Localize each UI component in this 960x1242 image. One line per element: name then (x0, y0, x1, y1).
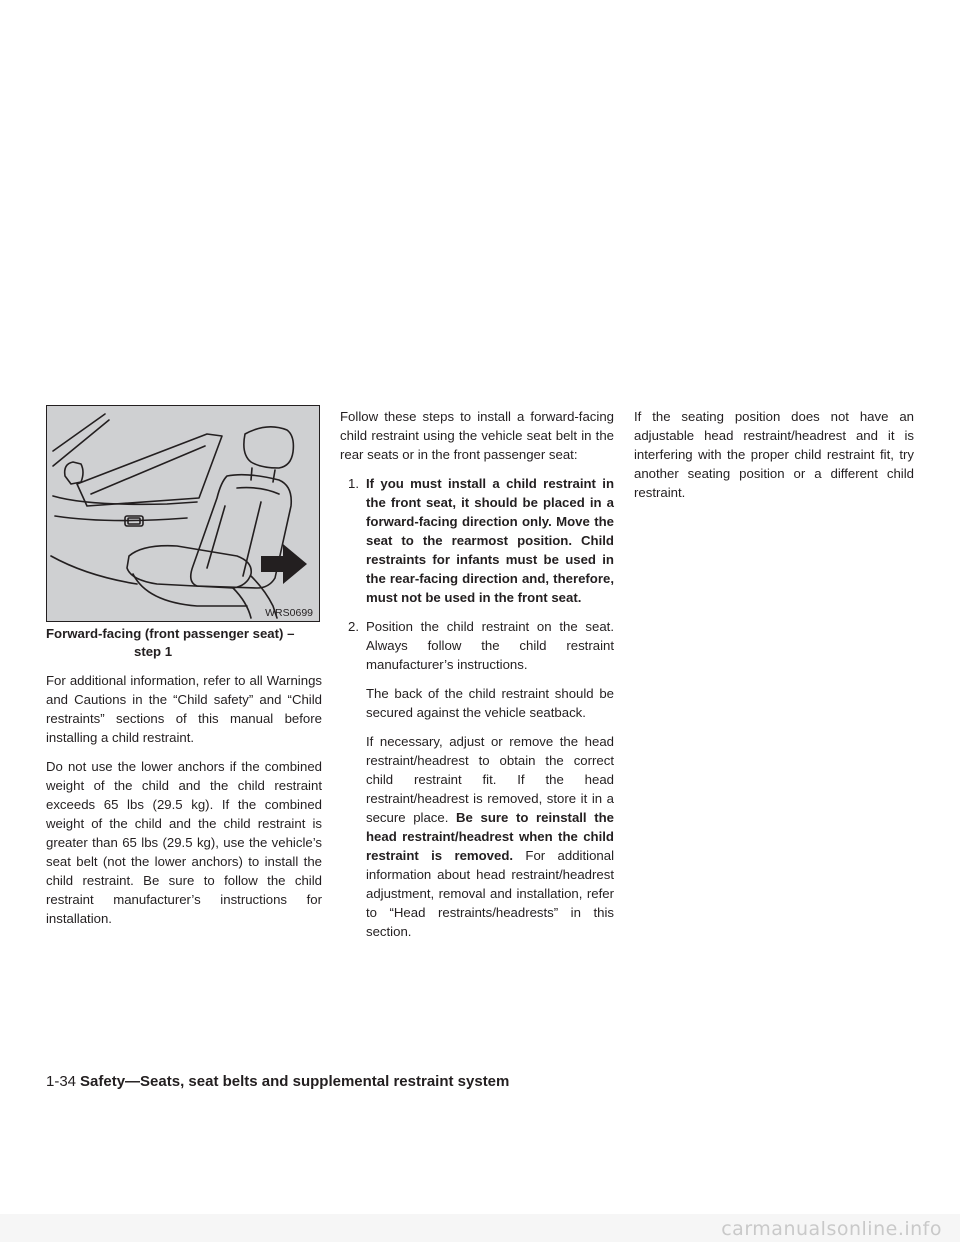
step-2 (340, 617, 614, 941)
figure-caption (46, 625, 322, 661)
middle-column (340, 407, 614, 951)
paragraph-no-adjustable-headrest: If the seating position does not have an adjustable head restraint/headrest and it is interfering with the proper child restraint fit, try another seating position or a different child restraint. (634, 409, 914, 500)
head-restraint-note-start: If necessary, adjust or remove the head restraint/headrest to obtain the correct child restraint fit. If the head restraint/headrest is removed, store it in a secure place. (366, 734, 614, 825)
paragraph-steps-intro: Follow these steps to install a forward-facing child restraint using the vehicle seat belt in the rear seats or in the front passenger seat: (340, 409, 614, 462)
section-title: Safety—Seats, seat belts and supplemental restraint system (80, 1073, 510, 1090)
head-restraint-note-end: For additional information about head restraint/headrest adjustment, removal and installation, refer to “Head restraints/headrests” in this section. (366, 848, 614, 939)
watermark-bar (0, 1214, 960, 1242)
page-number: 1-34 (46, 1073, 77, 1090)
forward-arrow-icon (261, 544, 307, 584)
left-column (46, 405, 322, 938)
right-column (634, 407, 914, 512)
figure-code: WRS0699 (265, 607, 313, 619)
step-1 (340, 474, 614, 607)
seat-illustration (46, 405, 320, 622)
step-2-head-restraint-note (366, 732, 614, 941)
step-2-seatback-note: The back of the child restraint should be secured against the vehicle seatback. (366, 686, 614, 720)
watermark-text: carmanualsonline.info (721, 1218, 942, 1240)
page-footer (46, 1072, 509, 1092)
vehicle-seat-drawing (47, 406, 319, 621)
head-restraint-note-bold: Be sure to reinstall the head restraint/headrest when the child restraint is removed. (366, 810, 614, 863)
step-number: 2. (348, 619, 359, 634)
step-number: 1. (348, 476, 359, 491)
paragraph-warnings-reference: For additional information, refer to all Warnings and Cautions in the “Child safety” and “Child restraints” sections of this manual before installing a child restraint. (46, 673, 322, 745)
caption-line-1: Forward-facing (front passenger seat) – (46, 626, 295, 641)
step-2-text: Position the child restraint on the seat. Always follow the child restraint manufacturer’s instructions. (366, 619, 614, 672)
step-1-text: If you must install a child restraint in the front seat, it should be placed in a forward-facing direction only. Move the seat to the rearmost position. Child restraints for infants must be used in the rear-facing direction and, therefore, must not be used in the front seat. (366, 476, 614, 605)
paragraph-lower-anchors: Do not use the lower anchors if the combined weight of the child and the child restraint exceeds 65 lbs (29.5 kg). If the combined weight of the child and the child restraint is greater than 65 lbs (29.5 kg), use the vehicle’s seat belt (not the lower anchors) to install the child restraint. Be sure to follow the child restraint manufacturer’s instructions for installation. (46, 759, 322, 926)
caption-line-2: step 1 (134, 644, 173, 659)
